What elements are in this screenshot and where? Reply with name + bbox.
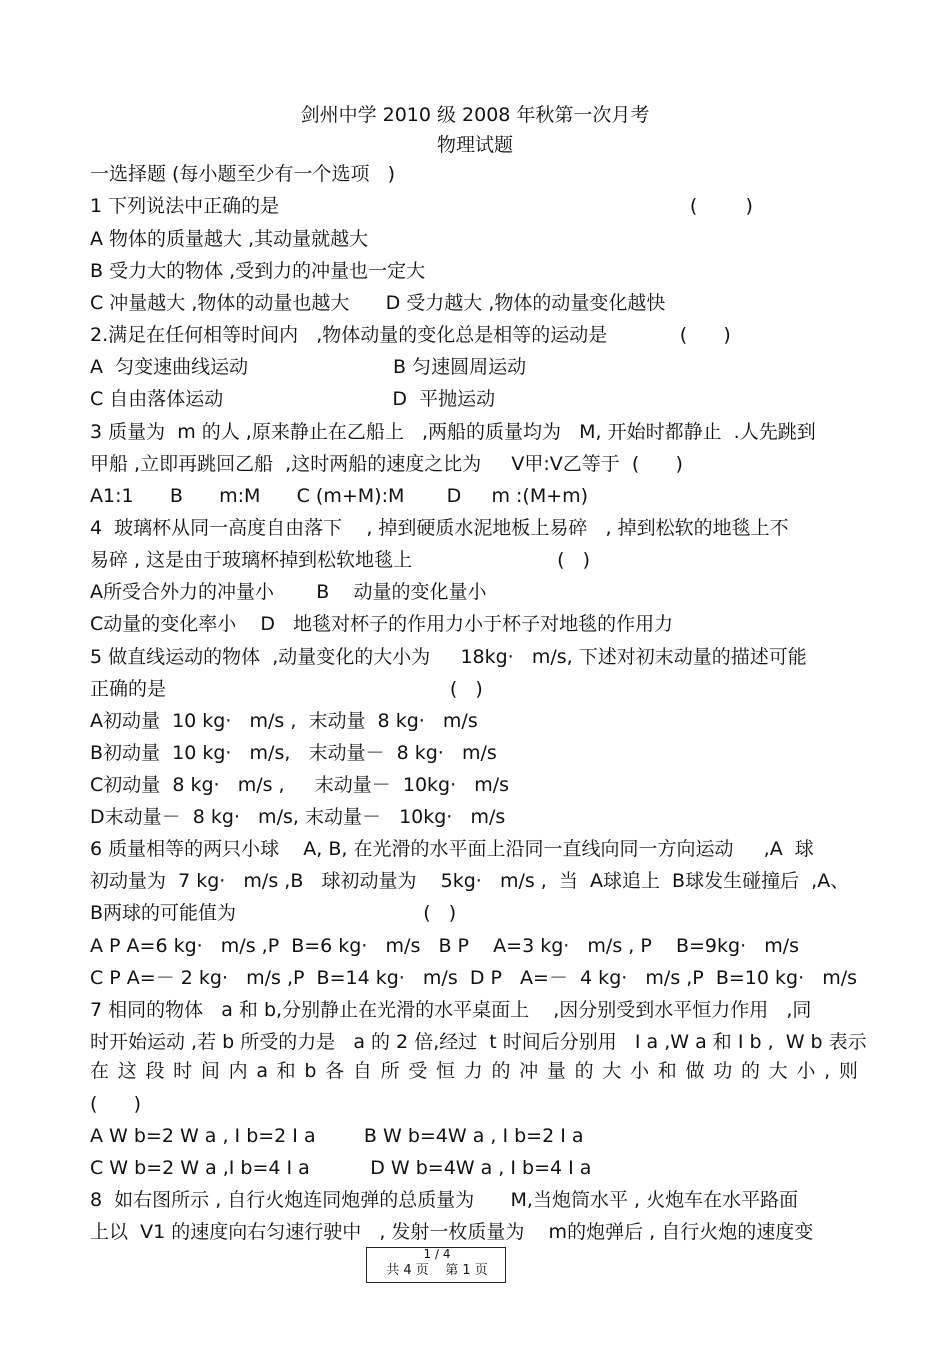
text-line: C P A=－ 2 kg· m/s ,P B=14 kg· m/s D P A=－ 4 kg· m/s ,P B=10 kg· m/s [90,967,858,989]
justified-char: 的 [574,1060,594,1082]
justified-char: 力 [463,1060,483,1082]
text-line: A1:1 B m:M C (m+M):M D m :(M+m) [90,485,589,507]
text-line: ( ) [90,1093,142,1115]
justified-char: 间 [200,1060,220,1082]
text-line: A W b=2 W a , I b=2 I a B W b=4W a , I b=2 I a [90,1125,584,1147]
text-line: 5 做直线运动的物体 ,动量变化的大小为 18kg· m/s, 下述对初末动量的描述可能 [90,646,807,668]
justified-char: 恒 [436,1060,456,1082]
justified-char: 受 [408,1060,428,1082]
justified-char: 则 [838,1060,858,1082]
justified-char: 所 [380,1060,400,1082]
justified-char: 自 [352,1060,372,1082]
text-line: 甲船 ,立即再跳回乙船 ,这时两船的速度之比为 V甲:V乙等于 ( ) [90,453,683,475]
justified-char: 量 [546,1060,566,1082]
justified-char: 和 [657,1060,677,1082]
justified-char: 这 [117,1060,137,1082]
justified-char: 小 [630,1060,650,1082]
justified-char: b [304,1060,317,1082]
text-line: 初动量为 7 kg· m/s ,B 球初动量为 5kg· m/s , 当 A球追上 B球发生碰撞后 ,A、 [90,870,850,892]
text-line: 1 下列说法中正确的是 ( ) [90,195,753,217]
text-line: 2.满足在任何相等时间内 ,物体动量的变化总是相等的运动是 ( ) [90,324,731,346]
justified-char: 冲 [519,1060,539,1082]
page-number: 1 / 4 [423,1247,451,1261]
text-line: A所受合外力的冲量小 B 动量的变化量小 [90,581,487,603]
justified-char: 时 [173,1060,193,1082]
exam-title: 剑州中学 2010 级 2008 年秋第一次月考 [300,104,650,126]
text-line: A初动量 10 kg· m/s , 末动量 8 kg· m/s [90,710,478,732]
page-footer-box [366,1247,506,1283]
page-count-text: 共 4 页 第 1 页 [386,1263,488,1278]
justified-char: a [256,1060,268,1082]
text-line: 正确的是 ( ) [90,678,483,700]
justified-char: 功 [713,1060,733,1082]
text-line: C 自由落体运动 D 平抛运动 [90,388,496,410]
text-line: 4 玻璃杯从同一高度自由落下 , 掉到硬质水泥地板上易碎 , 掉到松软的地毯上不 [90,517,789,539]
justified-char: 的 [740,1060,760,1082]
justified-char: 段 [145,1060,165,1082]
text-line: 6 质量相等的两只小球 A, B, 在光滑的水平面上沿同一直线向同一方向运动 ,A 球 [90,838,814,860]
text-line: D末动量－ 8 kg· m/s, 末动量－ 10kg· m/s [90,806,506,828]
text-line: 易碎 , 这是由于玻璃杯掉到松软地毯上 ( ) [90,549,591,571]
justified-char: 的 [491,1060,511,1082]
text-line: A 匀变速曲线运动 B 匀速圆周运动 [90,356,527,378]
text-line: 7 相同的物体 a 和 b,分别静止在光滑的水平桌面上 ,因分别受到水平恒力作用 ,同 [90,999,812,1021]
text-line: 上以 V1 的速度向右匀速行驶中 , 发射一枚质量为 m的炮弹后 , 自行火炮的速度变 [90,1221,814,1243]
justified-char: , [824,1060,831,1082]
text-line: 8 如右图所示 , 自行火炮连同炮弹的总质量为 M,当炮筒水平 , 火炮车在水平路面 [90,1189,799,1211]
justified-char: 大 [602,1060,622,1082]
text-line: 一选择题 (每小题至少有一个选项 ) [90,163,395,185]
question-7-justified-line [90,1059,858,1083]
text-line: 3 质量为 m 的人 ,原来静止在乙船上 ,两船的质量均为 M, 开始时都静止 .人先跳到 [90,421,816,443]
text-line: 时开始运动 ,若 b 所受的力是 a 的 2 倍,经过 t 时间后分别用 I a ,W a 和 I b , W b 表示 [90,1031,867,1053]
text-line: B两球的可能值为 ( ) [90,902,457,924]
text-line: B初动量 10 kg· m/s, 末动量－ 8 kg· m/s [90,742,497,764]
text-line: A P A=6 kg· m/s ,P B=6 kg· m/s B P A=3 kg· m/s , P B=9kg· m/s [90,935,800,957]
justified-char: 大 [768,1060,788,1082]
justified-char: 各 [325,1060,345,1082]
text-line: C W b=2 W a ,I b=4 I a D W b=4W a , I b=4 I a [90,1157,592,1179]
justified-char: 做 [685,1060,705,1082]
justified-char: 和 [276,1060,296,1082]
text-line: C初动量 8 kg· m/s , 末动量－ 10kg· m/s [90,774,510,796]
text-line: A 物体的质量越大 ,其动量就越大 [90,228,369,250]
text-line: C动量的变化率小 D 地毯对杯子的作用力小于杯子对地毯的作用力 [90,613,674,635]
text-line: B 受力大的物体 ,受到力的冲量也一定大 [90,260,426,282]
justified-char: 在 [90,1060,110,1082]
justified-char: 小 [796,1060,816,1082]
justified-char: 内 [228,1060,248,1082]
exam-subtitle: 物理试题 [436,134,513,156]
text-line: C 冲量越大 ,物体的动量也越大 D 受力越大 ,物体的动量变化越快 [90,292,666,314]
